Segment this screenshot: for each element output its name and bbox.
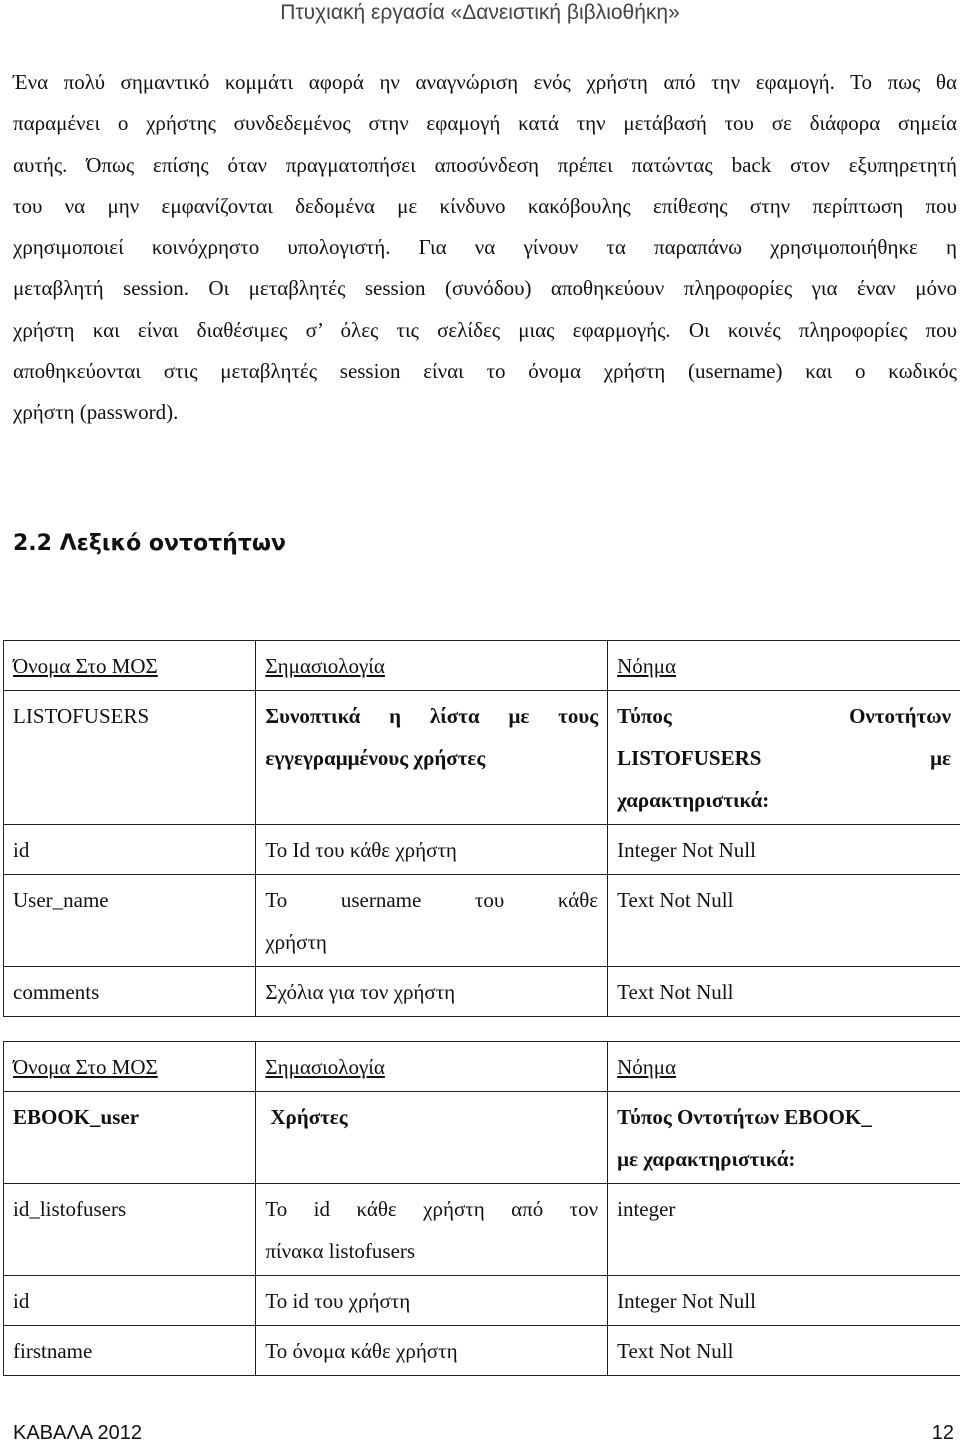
table-row — [4, 1276, 960, 1326]
attribute-semantics-cell: Το Id του κάθε χρήστη — [256, 825, 608, 875]
section-heading: 2.2 Λεξικό οντοτήτων — [13, 531, 286, 556]
entity-semantics-line: εγγεγραμμένους χρήστες — [265, 737, 598, 779]
entity-name-cell: EBOOK_user — [4, 1092, 256, 1184]
table-header-row — [4, 641, 960, 691]
attribute-type-cell: Integer Not Null — [608, 825, 960, 875]
entity-type-line: με χαρακτηριστικά: — [617, 1138, 951, 1180]
paragraph-line: αυτής. Όπως επίσης όταν πραγματοπήσει αποσύνδεση πρέπει πατώντας back στον εξυπηρετητή — [13, 145, 957, 186]
paragraph-line: χρήστη και είναι διαθέσιμες σ’ όλες τις σελίδες μιας εφαρμογής. Οι κοινές πληροφορίες που — [13, 310, 957, 351]
paragraph-line: αποθηκεύονται στις μεταβλητές session είναι το όνομα χρήστη (username) και ο κωδικός — [13, 351, 957, 392]
attribute-type-cell: Text Not Null — [608, 875, 960, 967]
attribute-name-cell: id_listofusers — [4, 1184, 256, 1276]
paragraph-line: χρησιμοποιεί κοινόχρηστο υπολογιστή. Για να γίνουν τα παραπάνω χρησιμοποιήθηκε η — [13, 227, 957, 268]
entity-semantics-text: Χρήστες — [265, 1105, 347, 1129]
entity-row — [4, 1092, 960, 1184]
entity-type-cell — [608, 691, 960, 825]
body-paragraph — [13, 62, 957, 434]
entity-semantics-line: Συνοπτικά η λίστα με τους — [265, 695, 598, 737]
entity-type-word: LISTOFUSERS — [617, 737, 761, 779]
header-cell-meaning: Νόημα — [608, 641, 960, 691]
entity-type-word: με — [930, 737, 951, 779]
header-cell-name: Όνομα Στο ΜΟΣ — [4, 641, 256, 691]
entity-type-line: Τύπος Οντοτήτων EBOOK_ — [617, 1096, 951, 1138]
attribute-name-cell: User_name — [4, 875, 256, 967]
entity-type-line — [617, 737, 951, 779]
paragraph-line: χρήστη (password). — [13, 392, 957, 433]
attribute-semantics-cell: Το id του χρήστη — [256, 1276, 608, 1326]
entity-type-word: Οντοτήτων — [849, 695, 951, 737]
paragraph-line: του να μην εμφανίζονται δεδομένα με κίνδυνο κακόβουλης επίθεσης στην περίπτωση που — [13, 186, 957, 227]
attribute-name-cell: comments — [4, 967, 256, 1017]
attribute-semantics-cell: Σχόλια για τον χρήστη — [256, 967, 608, 1017]
paragraph-line: μεταβλητή session. Οι μεταβλητές session (συνόδου) αποθηκεύουν πληροφορίες για έναν μόνο — [13, 268, 957, 309]
page-number: 12 — [932, 1422, 954, 1445]
attribute-type-cell: Text Not Null — [608, 967, 960, 1017]
attribute-type-cell: Text Not Null — [608, 1326, 960, 1376]
paragraph-line: Ένα πολύ σημαντικό κομμάτι αφορά ην αναγνώριση ενός χρήστη από την εφαμογή. Το πως θα — [13, 62, 957, 103]
attribute-name-cell: id — [4, 825, 256, 875]
entity-type-word: Τύπος — [617, 695, 672, 737]
entity-semantics-cell — [256, 1092, 608, 1184]
attribute-semantics-cell — [256, 875, 608, 967]
attribute-semantics-line: πίνακα listofusers — [265, 1230, 598, 1272]
entity-type-cell — [608, 1092, 960, 1184]
running-header: Πτυχιακή εργασία «Δανειστική βιβλιοθήκη» — [0, 0, 960, 26]
header-cell-meaning: Νόημα — [608, 1042, 960, 1092]
table-row — [4, 825, 960, 875]
entity-semantics-cell — [256, 691, 608, 825]
table-row — [4, 1326, 960, 1376]
footer-location-year: ΚΑΒΑΛΑ 2012 — [13, 1422, 142, 1445]
table-row — [4, 967, 960, 1017]
attribute-semantics-cell — [256, 1184, 608, 1276]
entity-dictionary-table-listofusers — [3, 640, 960, 1017]
entity-row — [4, 691, 960, 825]
entity-dictionary-table-ebook-user — [3, 1041, 960, 1376]
entity-type-line — [617, 695, 951, 737]
attribute-semantics-line: χρήστη — [265, 921, 598, 963]
table-header-row — [4, 1042, 960, 1092]
header-cell-name: Όνομα Στο ΜΟΣ — [4, 1042, 256, 1092]
header-cell-semantics: Σημασιολογία — [256, 641, 608, 691]
attribute-semantics-line: Το username του κάθε — [265, 879, 598, 921]
table-row — [4, 875, 960, 967]
entity-name-cell: LISTOFUSERS — [4, 691, 256, 825]
attribute-name-cell: firstname — [4, 1326, 256, 1376]
table-row — [4, 1184, 960, 1276]
attribute-type-cell: Integer Not Null — [608, 1276, 960, 1326]
attribute-semantics-cell: Το όνομα κάθε χρήστη — [256, 1326, 608, 1376]
attribute-semantics-line: Το id κάθε χρήστη από τον — [265, 1188, 598, 1230]
attribute-name-cell: id — [4, 1276, 256, 1326]
header-cell-semantics: Σημασιολογία — [256, 1042, 608, 1092]
paragraph-line: παραμένει ο χρήστης συνδεδεμένος στην εφαμογή κατά την μετάβασή του σε διάφορα σημεία — [13, 103, 957, 144]
entity-type-line: χαρακτηριστικά: — [617, 779, 951, 821]
attribute-type-cell: integer — [608, 1184, 960, 1276]
